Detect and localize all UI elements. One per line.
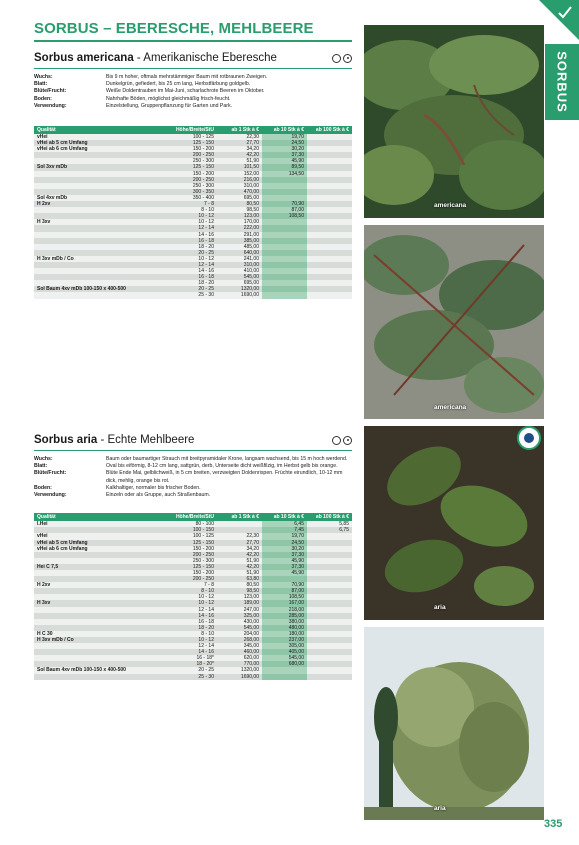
price-table xyxy=(34,126,352,299)
price10-cell: 24,50 xyxy=(262,540,307,546)
price1-cell: 695,00 xyxy=(217,280,262,286)
size-cell: 150 - 200 xyxy=(162,146,217,152)
description-label: Boden: xyxy=(34,95,52,102)
price1-cell: 51,90 xyxy=(217,558,262,564)
size-cell: 12 - 14 xyxy=(162,262,217,268)
size-cell: 8 - 10 xyxy=(162,631,217,637)
quality-cell: Sol Baum 4xv mDb 100-150 x 400-500 xyxy=(34,667,162,673)
size-cell: 12 - 14 xyxy=(162,225,217,231)
size-cell: 20 - 25 xyxy=(162,667,217,673)
col-header-price1: ab 1 Stk à € xyxy=(217,126,262,134)
price1-cell: 34,20 xyxy=(217,546,262,552)
size-cell: 18 - 20 xyxy=(162,625,217,631)
size-cell: 16 - 18 xyxy=(162,619,217,625)
quality-seal-icon xyxy=(517,426,541,450)
title-genus: SORBUS xyxy=(34,20,99,37)
price1-cell: 291,00 xyxy=(217,232,262,238)
photo-aria-tree xyxy=(364,627,544,820)
size-cell: 18 - 20* xyxy=(162,661,217,667)
quality-cell: Sol Baum 4xv mDb 100-150 x 400-500 xyxy=(34,286,162,292)
price1-cell: 204,00 xyxy=(217,631,262,637)
price1-cell: 42,20 xyxy=(217,552,262,558)
leaf-check-icon xyxy=(557,4,573,20)
price1-cell: 545,00 xyxy=(217,274,262,280)
description-row xyxy=(34,96,352,103)
size-cell: 125 - 150 xyxy=(162,140,217,146)
quality-cell: l.Hei xyxy=(34,521,162,527)
price10-cell: 7,45 xyxy=(262,527,307,533)
species-underline xyxy=(34,450,352,451)
quality-cell xyxy=(34,674,162,680)
size-cell: 10 - 12 xyxy=(162,600,217,606)
price100-cell: 6,75 xyxy=(307,527,352,533)
photo-caption: aria xyxy=(434,805,446,812)
price1-cell: 22,30 xyxy=(217,533,262,539)
col-header-size: Höhe/Breite/StU xyxy=(162,126,217,134)
price1-cell: 345,00 xyxy=(217,643,262,649)
price10-cell xyxy=(262,292,307,298)
price10-cell: 167,00 xyxy=(262,600,307,606)
size-cell: 20 - 25 xyxy=(162,286,217,292)
species-description xyxy=(34,456,352,499)
description-text: Dunkelgrün, gefiedert, bis 25 cm lang, Herbstfärbung goldgelb. xyxy=(106,81,251,88)
quality-cell: vHei ab 6 cm Umfang xyxy=(34,146,162,152)
quality-cell: Sol 3xv mDb xyxy=(34,164,162,170)
description-text: Weiße Doldentrauben im Mai-Juni, scharlachrote Beeren im Oktober. xyxy=(106,88,265,95)
price1-cell: 51,90 xyxy=(217,158,262,164)
size-cell: 10 - 12 xyxy=(162,213,217,219)
price1-cell: 216,00 xyxy=(217,177,262,183)
description-text: Bis 9 m hoher, oftmals mehrstämmiger Baum mit rotbraunen Zweigen. xyxy=(106,74,268,80)
description-text: Baum oder baumartiger Strauch mit breitpyramidaler Krone, langsam wachsend, bis 15 m hoch werdend. xyxy=(106,456,348,462)
description-row xyxy=(34,74,352,81)
price1-cell: 27,70 xyxy=(217,540,262,546)
photo-aria-leaves xyxy=(364,426,544,620)
price10-cell: 87,00 xyxy=(262,207,307,213)
price10-cell: 45,90 xyxy=(262,158,307,164)
col-header-price100: ab 100 Stk à € xyxy=(307,126,352,134)
size-cell: 100 - 125 xyxy=(162,533,217,539)
description-row xyxy=(34,470,352,484)
size-cell: 8 - 10 xyxy=(162,588,217,594)
description-label: Boden: xyxy=(34,484,52,491)
half-shade-icon xyxy=(332,54,341,63)
size-cell: 10 - 12 xyxy=(162,256,217,262)
size-cell: 100 - 150 xyxy=(162,527,217,533)
quality-cell: H 3xv mDb / Co xyxy=(34,637,162,643)
description-label: Verwendung: xyxy=(34,492,67,499)
price10-cell: 89,50 xyxy=(262,164,307,170)
size-cell: 14 - 16 xyxy=(162,649,217,655)
quality-cell: H C 30 xyxy=(34,631,162,637)
price10-cell: 134,50 xyxy=(262,171,307,177)
price1-cell: 620,00 xyxy=(217,655,262,661)
col-header-price10: ab 10 Stk à € xyxy=(262,126,307,134)
price1-cell: 222,00 xyxy=(217,225,262,231)
price1-cell: 98,50 xyxy=(217,207,262,213)
price10-cell: 37,30 xyxy=(262,552,307,558)
size-cell: 250 - 300 xyxy=(162,558,217,564)
species-underline xyxy=(34,68,352,69)
price1-cell: 470,00 xyxy=(217,189,262,195)
price10-cell: 45,90 xyxy=(262,570,307,576)
description-text: Einzeln oder als Gruppe, auch Straßenbaum. xyxy=(106,492,211,499)
description-row xyxy=(34,103,352,110)
size-cell: 10 - 12 xyxy=(162,637,217,643)
description-label: Wuchs: xyxy=(34,74,53,80)
price1-cell: 123,00 xyxy=(217,213,262,219)
species-section-americana xyxy=(34,50,352,299)
price10-cell: 70,90 xyxy=(262,201,307,207)
description-label: Blüte/Frucht: xyxy=(34,470,67,477)
side-tab xyxy=(545,44,579,120)
price1-cell: 640,00 xyxy=(217,250,262,256)
quality-cell: H 2xv xyxy=(34,201,162,207)
species-header xyxy=(34,50,352,66)
description-text: Blüte Ende Mai, gelblichweiß, in 5 cm breiten, verzweigten Doldenrispen. Früchte eirundlich, 10-12 mm dick, mehlig, orange bis rot. xyxy=(106,470,343,484)
price10-cell: 285,00 xyxy=(262,613,307,619)
photo-americana-leaves xyxy=(364,225,544,419)
price1-cell: 42,20 xyxy=(217,564,262,570)
description-label: Wuchs: xyxy=(34,456,53,462)
price10-cell: 45,90 xyxy=(262,558,307,564)
species-latin-name: Sorbus americana xyxy=(34,52,134,64)
price1-cell: 22,30 xyxy=(217,134,262,140)
exposure-symbols xyxy=(332,436,352,445)
price10-cell: 108,50 xyxy=(262,213,307,219)
size-cell: 7 - 8 xyxy=(162,582,217,588)
half-shade-icon xyxy=(332,436,341,445)
price1-cell: 170,00 xyxy=(217,219,262,225)
quality-cell: Hei C 7,5 xyxy=(34,564,162,570)
exposure-symbols xyxy=(332,54,352,63)
price10-cell: 70,90 xyxy=(262,582,307,588)
size-cell: 80 - 100 xyxy=(162,521,217,527)
quality-cell: Sol 4xv mDb xyxy=(34,195,162,201)
price1-cell: 80,50 xyxy=(217,201,262,207)
price10-cell: 218,00 xyxy=(262,607,307,613)
size-cell: 7 - 8 xyxy=(162,201,217,207)
species-title xyxy=(34,434,194,446)
price10-cell: 180,00 xyxy=(262,631,307,637)
page-title xyxy=(34,20,314,37)
price1-cell: 770,00 xyxy=(217,661,262,667)
price1-cell: 189,00 xyxy=(217,600,262,606)
price1-cell: 1320,00 xyxy=(217,667,262,673)
size-cell: 125 - 150 xyxy=(162,540,217,546)
description-label: Blatt: xyxy=(34,81,48,88)
price10-cell: 30,20 xyxy=(262,546,307,552)
price10-cell: 237,00 xyxy=(262,637,307,643)
price10-cell: 30,20 xyxy=(262,146,307,152)
photo-caption: americana xyxy=(434,404,467,411)
price10-cell: 380,00 xyxy=(262,619,307,625)
price10-cell: 405,00 xyxy=(262,649,307,655)
price1-cell: 63,80 xyxy=(217,576,262,582)
size-cell: 18 - 20 xyxy=(162,244,217,250)
quality-cell: vHei ab 5 cm Umfang xyxy=(34,140,162,146)
price10-cell: 87,00 xyxy=(262,588,307,594)
species-common-name: - Amerikanische Eberesche xyxy=(133,52,277,64)
price1-cell: 80,50 xyxy=(217,582,262,588)
quality-cell: H 3xv xyxy=(34,600,162,606)
price10-cell: 480,00 xyxy=(262,625,307,631)
price-table xyxy=(34,513,352,679)
price10-cell: 545,00 xyxy=(262,655,307,661)
size-cell: 16 - 18* xyxy=(162,655,217,661)
price1-cell: 34,20 xyxy=(217,146,262,152)
size-cell: 100 - 125 xyxy=(162,134,217,140)
description-text: Kalkhaltiger, normaler bis frischer Boden. xyxy=(106,484,201,491)
photo-caption: aria xyxy=(434,604,446,611)
description-label: Blatt: xyxy=(34,463,48,470)
price1-cell: 385,00 xyxy=(217,238,262,244)
photo-caption: americana xyxy=(434,202,467,209)
size-cell: 200 - 250 xyxy=(162,152,217,158)
price100-cell: 5,85 xyxy=(307,521,352,527)
size-cell: 125 - 150 xyxy=(162,564,217,570)
size-cell: 14 - 16 xyxy=(162,613,217,619)
description-text: Nahrhafte Böden, möglichst gleichmäßig frisch-feucht. xyxy=(106,95,231,102)
price1-cell: 545,00 xyxy=(217,625,262,631)
description-row xyxy=(34,456,352,463)
description-label: Verwendung: xyxy=(34,102,67,109)
size-cell: 25 - 30 xyxy=(162,674,217,680)
sun-icon xyxy=(343,54,352,63)
price10-cell: 6,45 xyxy=(262,521,307,527)
price1-cell: 460,00 xyxy=(217,649,262,655)
size-cell: 20 - 25 xyxy=(162,250,217,256)
quality-cell: vHei xyxy=(34,533,162,539)
price1-cell: 325,00 xyxy=(217,613,262,619)
size-cell: 14 - 16 xyxy=(162,268,217,274)
description-row xyxy=(34,463,352,470)
species-section-aria xyxy=(34,432,352,680)
price1-cell: 101,50 xyxy=(217,164,262,170)
price1-cell: 1690,00 xyxy=(217,674,262,680)
price1-cell: 27,70 xyxy=(217,140,262,146)
description-row xyxy=(34,485,352,492)
quality-cell: H 3xv xyxy=(34,219,162,225)
price1-cell: 310,00 xyxy=(217,262,262,268)
table-row xyxy=(34,292,352,298)
price1-cell: 51,90 xyxy=(217,570,262,576)
col-header-size: Höhe/Breite/StU xyxy=(162,513,217,521)
size-cell: 12 - 14 xyxy=(162,607,217,613)
description-label: Blüte/Frucht: xyxy=(34,88,67,95)
title-underline xyxy=(34,40,352,42)
quality-cell: vHei ab 5 cm Umfang xyxy=(34,540,162,546)
quality-cell: vHei ab 6 cm Umfang xyxy=(34,546,162,552)
price10-cell: 19,70 xyxy=(262,533,307,539)
size-cell: 18 - 20 xyxy=(162,280,217,286)
size-cell: 14 - 16 xyxy=(162,232,217,238)
size-cell: 250 - 300 xyxy=(162,158,217,164)
price1-cell: 310,00 xyxy=(217,183,262,189)
size-cell: 200 - 250 xyxy=(162,177,217,183)
price1-cell: 1690,00 xyxy=(217,292,262,298)
price1-cell: 247,00 xyxy=(217,607,262,613)
table-row xyxy=(34,674,352,680)
description-row xyxy=(34,81,352,88)
col-header-quality: Qualität xyxy=(34,126,162,134)
species-common-name: - Echte Mehlbeere xyxy=(97,434,195,446)
size-cell: 200 - 250 xyxy=(162,552,217,558)
price10-cell: 24,50 xyxy=(262,140,307,146)
price10-cell: 680,00 xyxy=(262,661,307,667)
size-cell: 300 - 350 xyxy=(162,189,217,195)
page-number: 335 xyxy=(544,818,563,830)
size-cell: 150 - 200 xyxy=(162,570,217,576)
species-latin-name: Sorbus aria xyxy=(34,434,98,446)
species-title xyxy=(34,52,277,64)
col-header-price10: ab 10 Stk à € xyxy=(262,513,307,521)
size-cell: 150 - 200 xyxy=(162,171,217,177)
photo-americana-foliage xyxy=(364,25,544,218)
quality-cell xyxy=(34,292,162,298)
price10-cell: 305,00 xyxy=(262,643,307,649)
description-row xyxy=(34,88,352,95)
price100-cell xyxy=(307,674,352,680)
size-cell: 12 - 14 xyxy=(162,643,217,649)
size-cell: 250 - 300 xyxy=(162,183,217,189)
col-header-price100: ab 100 Stk à € xyxy=(307,513,352,521)
price1-cell: 42,20 xyxy=(217,152,262,158)
price1-cell: 123,00 xyxy=(217,594,262,600)
price100-cell xyxy=(307,292,352,298)
col-header-price1: ab 1 Stk à € xyxy=(217,513,262,521)
price1-cell: 1320,00 xyxy=(217,286,262,292)
price10-cell: 19,70 xyxy=(262,134,307,140)
price10-cell xyxy=(262,674,307,680)
col-header-quality: Qualität xyxy=(34,513,162,521)
price1-cell: 268,00 xyxy=(217,637,262,643)
title-rest: – EBERESCHE, MEHLBEERE xyxy=(103,20,314,37)
size-cell: 125 - 150 xyxy=(162,164,217,170)
price1-cell: 98,50 xyxy=(217,588,262,594)
price1-cell: 152,00 xyxy=(217,171,262,177)
quality-cell: H 2xv xyxy=(34,582,162,588)
size-cell: 150 - 200 xyxy=(162,546,217,552)
description-row xyxy=(34,492,352,499)
price10-cell: 37,30 xyxy=(262,564,307,570)
price1-cell: 410,00 xyxy=(217,268,262,274)
size-cell: 16 - 18 xyxy=(162,238,217,244)
size-cell: 10 - 12 xyxy=(162,219,217,225)
size-cell: 10 - 12 xyxy=(162,594,217,600)
size-cell: 16 - 18 xyxy=(162,274,217,280)
size-cell: 200 - 250 xyxy=(162,576,217,582)
sun-icon xyxy=(343,436,352,445)
description-text: Oval bis eiförmig, 8-12 cm lang, sattgrün, derb, Unterseite dicht weißfilzig, im Herbst gelb bis orange. xyxy=(106,463,338,470)
price10-cell: 108,50 xyxy=(262,594,307,600)
species-header xyxy=(34,432,352,448)
size-cell: 350 - 400 xyxy=(162,195,217,201)
species-description xyxy=(34,74,352,110)
price10-cell: 37,30 xyxy=(262,152,307,158)
size-cell: 8 - 10 xyxy=(162,207,217,213)
price1-cell: 485,00 xyxy=(217,244,262,250)
quality-cell: H 3xv mDb / Co xyxy=(34,256,162,262)
side-tab-label: SORBUS xyxy=(554,51,570,113)
description-text: Einzelstellung, Gruppenpflanzung für Garten und Park. xyxy=(106,102,233,109)
price1-cell: 241,00 xyxy=(217,256,262,262)
price1-cell: 430,00 xyxy=(217,619,262,625)
quality-cell: vHei xyxy=(34,134,162,140)
price1-cell: 695,00 xyxy=(217,195,262,201)
size-cell: 25 - 30 xyxy=(162,292,217,298)
